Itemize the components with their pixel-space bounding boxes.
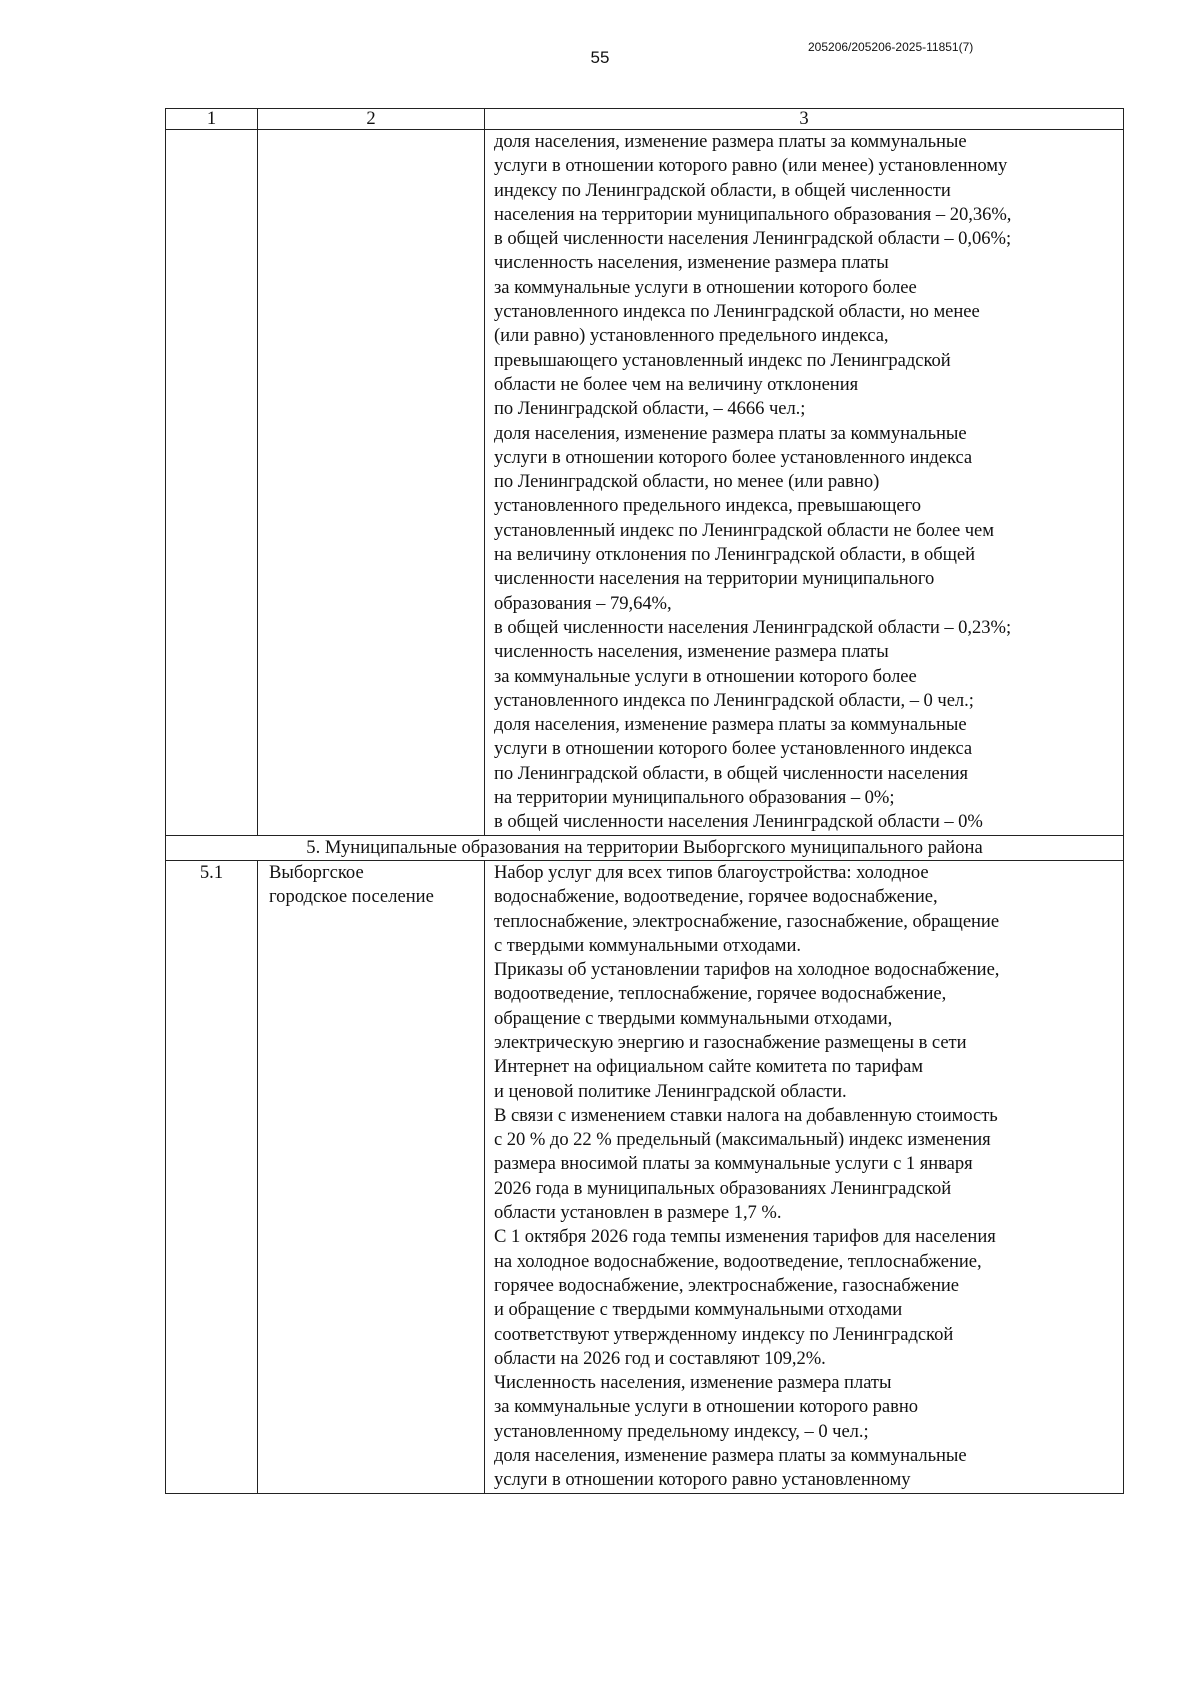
text-line: за коммунальные услуги в отношении которого более [494,665,917,687]
text-line: численность населения, изменение размера платы [494,641,889,663]
table-row-5-1 [166,860,1124,1493]
text-line: установленного индекса по Ленинградской области, но менее [494,301,980,323]
text-line: размера вносимой платы за коммунальные услуги с 1 января [494,1153,973,1175]
text-line: электрическую энергию и газоснабжение размещены в сети [494,1031,967,1053]
document-id: 205206/205206-2025-11851(7) [808,40,974,54]
text-line: с твердыми коммунальными отходами. [494,934,802,956]
text-line: Численность населения, изменение размера платы [494,1372,892,1394]
table-header-row [166,109,1124,130]
text-line: и ценовой политике Ленинградской области. [494,1080,847,1102]
text-line: обращение с твердыми коммунальными отходами, [494,1007,893,1029]
text-line: на холодное водоснабжение, водоотведение, теплоснабжение, [494,1250,982,1272]
text-line: области на 2026 год и составляют 109,2%. [494,1347,826,1369]
text-line: (или равно) установленного предельного индекса, [494,325,889,347]
text-line: Набор услуг для всех типов благоустройства: холодное [494,861,929,883]
text-line: услуги в отношении которого равно установленному [494,1469,911,1491]
text-line: области установлен в размере 1,7 %. [494,1202,782,1224]
text-line: населения на территории муниципального образования – 20,36%, [494,203,1012,225]
text-line: по Ленинградской области, но менее (или равно) [494,471,880,493]
text-line: водоотведение, теплоснабжение, горячее водоснабжение, [494,983,947,1005]
text-line: водоснабжение, водоотведение, горячее водоснабжение, [494,886,938,908]
text-line: и обращение с твердыми коммунальными отходами [494,1299,903,1321]
text-line: за коммунальные услуги в отношении которого более [494,276,917,298]
cell-municipality-name [258,860,485,1493]
text-line: образования – 79,64%, [494,592,672,614]
cell-number-empty [166,130,258,836]
text-line: 2026 года в муниципальных образованиях Ленинградской [494,1177,952,1199]
name-line: городское поселение [269,886,434,908]
text-line: в общей численности населения Ленинградской области – 0,06%; [494,228,1012,250]
cell-description-continued [485,130,1124,836]
text-line: доля населения, изменение размера платы за коммунальные [494,131,967,152]
text-line: в общей численности населения Ленинградской области – 0% [494,811,983,833]
text-line: доля населения, изменение размера платы за коммунальные [494,422,967,444]
text-line: численности населения на территории муниципального [494,568,935,590]
text-line: услуги в отношении которого более установленного индекса [494,738,973,760]
text-line: индексу по Ленинградской области, в общей численности [494,179,951,201]
text-line: по Ленинградской области, – 4666 чел.; [494,398,806,420]
section-row [166,835,1124,860]
text-line: установленному предельному индексу, – 0 чел.; [494,1420,869,1442]
text-line: численность населения, изменение размера платы [494,252,889,274]
text-line: по Ленинградской области, в общей численности населения [494,762,969,784]
page-number: 55 [590,48,610,67]
text-line: доля населения, изменение размера платы за коммунальные [494,714,967,736]
cell-row-number: 5.1 [166,860,258,1493]
text-line: установленного индекса по Ленинградской области, – 0 чел.; [494,689,974,711]
text-line: теплоснабжение, электроснабжение, газоснабжение, обращение [494,910,1000,932]
text-line: С 1 октября 2026 года темпы изменения тарифов для населения [494,1226,996,1248]
section-title: 5. Муниципальные образования на территории Выборгского муниципального района [166,835,1124,860]
text-line: области не более чем на величину отклонения [494,373,859,395]
text-line: в общей численности населения Ленинградской области – 0,23%; [494,616,1012,638]
text-line: горячее водоснабжение, электроснабжение, газоснабжение [494,1274,959,1296]
text-line: за коммунальные услуги в отношении которого равно [494,1396,918,1418]
cell-name-empty [258,130,485,836]
text-line: Интернет на официальном сайте комитета по тарифам [494,1056,924,1078]
column-header-1: 1 [166,109,258,130]
column-header-2: 2 [258,109,485,130]
name-line: Выборгское [269,861,364,883]
text-line: на величину отклонения по Ленинградской области, в общей [494,544,976,566]
column-header-3: 3 [485,109,1124,130]
text-line: В связи с изменением ставки налога на добавленную стоимость [494,1104,998,1126]
text-line: соответствуют утвержденному индексу по Ленинградской [494,1323,954,1345]
text-line: установленный индекс по Ленинградской области не более чем [494,519,994,541]
text-line: услуги в отношении которого более установленного индекса [494,446,973,468]
table-row-continued [166,130,1124,836]
text-line: на территории муниципального образования – 0%; [494,787,895,809]
text-line: превышающего установленный индекс по Ленинградской [494,349,951,371]
text-line: доля населения, изменение размера платы за коммунальные [494,1445,967,1467]
cell-description [485,860,1124,1493]
data-table [165,108,1124,1494]
text-line: услуги в отношении которого равно (или менее) установленному [494,155,1008,177]
text-line: с 20 % до 22 % предельный (максимальный) индекс изменения [494,1129,991,1151]
text-line: установленного предельного индекса, превышающего [494,495,921,517]
text-line: Приказы об установлении тарифов на холодное водоснабжение, [494,959,1000,981]
